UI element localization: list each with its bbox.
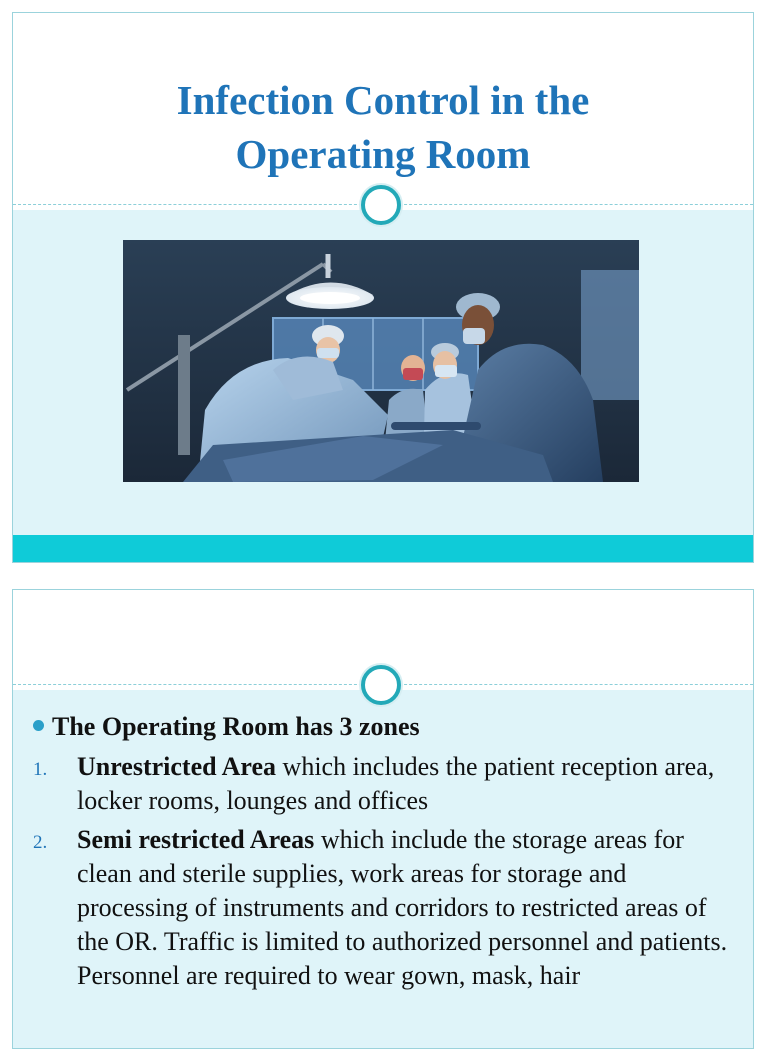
title-slide: [12, 12, 754, 563]
bullet-point: [33, 710, 738, 744]
list-item-heading: Semi restricted Areas: [77, 825, 315, 854]
content-slide: [12, 589, 754, 1049]
list-item-text: [77, 823, 738, 993]
operating-room-illustration: [123, 240, 639, 482]
title-line-1: Infection Control in the: [176, 77, 590, 123]
title-line-2: Operating Room: [235, 131, 531, 177]
list-item-heading: Unrestricted Area: [77, 752, 277, 781]
bullet-text: The Operating Room has 3 zones: [52, 712, 420, 741]
ring-ornament-icon: [361, 185, 401, 225]
list-item-body: which include the storage areas for clean and sterile supplies, work areas for storage and processing of instruments and corridors to restricted areas of the OR. Traffic is limited to authorized personnel and patients. Personnel are required to wear gown, mask, hair: [77, 825, 728, 990]
list-item: [33, 750, 738, 818]
title-area: [13, 13, 753, 204]
list-item-number: 1.: [33, 759, 48, 780]
list-item-number: 2.: [33, 832, 48, 853]
list-item: [33, 823, 738, 993]
operating-room-photo: [123, 240, 639, 482]
slide-title: [13, 73, 753, 181]
ring-ornament-icon: [361, 665, 401, 705]
slide-body: [33, 710, 738, 998]
bullet-dot-icon: [33, 720, 44, 731]
list-item-body: which includes the patient reception area, locker rooms, lounges and offices: [77, 752, 715, 815]
accent-bar: [13, 535, 753, 562]
list-item-text: [77, 750, 738, 818]
